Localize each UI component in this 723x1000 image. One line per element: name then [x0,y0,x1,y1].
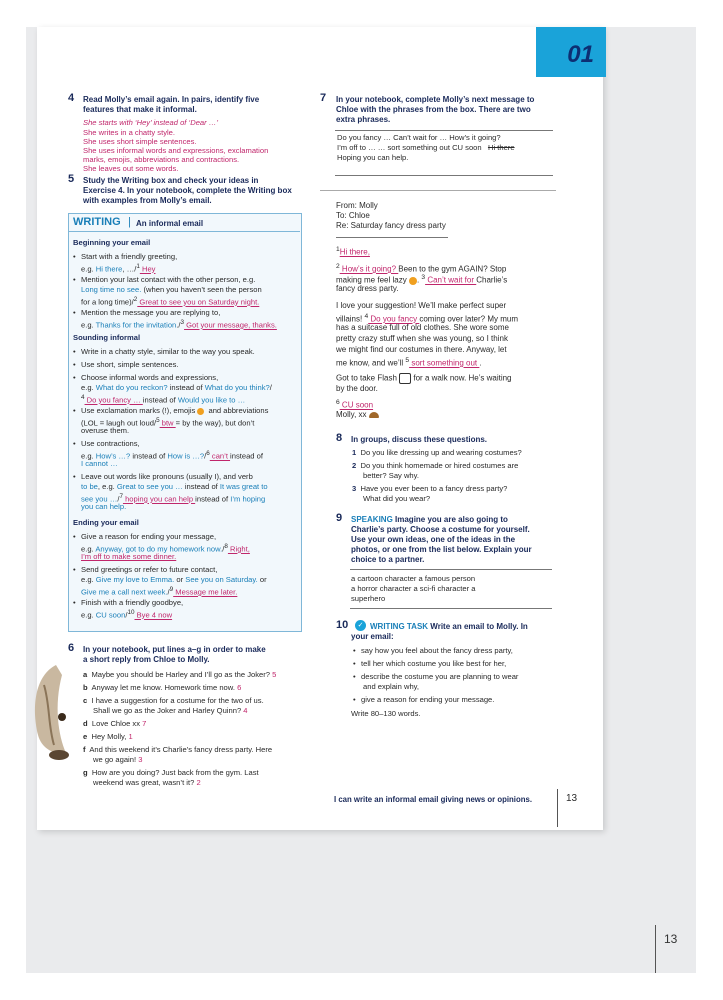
ex6-item-f-cont: we go again! 3 [93,755,143,764]
writing-box-subtitle: An informal email [136,219,204,228]
phrase-box-line-1: Do you fancy … Can’t wait for … How’s it going? [337,133,501,142]
wb-line: • Use exclamation marks (!), emojis and abbreviations [73,406,269,415]
ex9-number: 9 [336,512,343,524]
writing-box-separator: | [128,216,131,228]
email-line: villains! $^4$ Do you fancy coming over later? My mum [336,313,519,324]
ex8-q3: 3 Have you ever been to a fancy dress party? [352,484,508,493]
ex10-bullet: • describe the costume you are planning to wear [353,672,519,681]
wb-line: • Use short, simple sentences. [73,360,179,369]
wb-line: • Mention your last contact with the other person, e.g. [73,275,256,284]
ex10-word-count: Write 80–130 words. [351,709,421,718]
ex8-q3-cont: What did you wear? [363,494,431,503]
ex4-answer-5: marks, emojis, abbreviations and contractions. [83,155,240,164]
ex10-bullet-cont: and explain why, [363,682,420,691]
ex4-answer-4: She uses informal words and expressions, exclamation [83,146,269,155]
email-signature: Molly, xx [336,410,379,420]
ex9-box-top [350,569,552,570]
ex8-title: In groups, discuss these questions. [351,435,488,444]
ex9-title-1: SPEAKING Imagine you are also going to [351,515,508,524]
emoji-icon [409,277,417,285]
wb-line: • Use contractions, [73,439,140,448]
outer-page-divider [655,925,656,973]
ex4-answer-3: She uses short simple sentences. [83,137,197,146]
ex10-bullet: • say how you feel about the fancy dress party, [353,646,513,655]
wb-line: Give me a call next week./$^9$ Message me later. [81,586,238,597]
ex9-options-3: superhero [351,594,386,603]
ex6-item-a: a Maybe you should be Harley and I’ll go as the Joker? 5 [83,670,277,679]
email-line: has a suitcase full of old clothes. She wore some [336,323,509,332]
ex5-title-1: Study the Writing box and check your ideas in [83,176,259,185]
wb-heading-ending: Ending your email [73,518,139,527]
ex9-title-3: Use your own ideas, one of the ideas in the [351,535,516,544]
wb-line: to be, e.g. Great to see you … instead of It was great to [81,482,268,491]
ex7-title-2: Chloe with the phrases from the box. There are two [336,105,531,114]
ex6-number: 6 [68,642,75,654]
writing-box-title: WRITING [73,216,121,228]
wb-line: • Send greetings or refer to future contact, [73,565,218,574]
wb-line: • Finish with a friendly goodbye, [73,598,184,607]
page-number: 13 [566,793,578,804]
ex9-title-4: photos, or one from the list below. Explain your [351,545,532,554]
ex4-answer-6: She leaves out some words. [83,164,179,173]
dog-icon [399,373,411,384]
wb-line: for a long time)/$^2$ Great to see you on Saturday night. [81,296,260,307]
ex5-title-3: with examples from Molly’s email. [83,196,212,205]
ex4-title-1: Read Molly’s email again. In pairs, identify five [83,95,260,104]
wb-line: Long time no see. (when you haven’t seen the person [81,285,262,294]
email-from: From: Molly [336,201,378,210]
ex9-options-1: a cartoon character a famous person [351,574,476,583]
phrase-box-line-3: Hoping you can help. [337,153,409,162]
unit-number: 01 [567,41,594,68]
ex6-item-c: c I have a suggestion for a costume for the two of us. [83,696,264,705]
ex6-item-f: f And this weekend it’s Charlie’s fancy dress party. Here [83,745,273,754]
footer-divider [557,789,558,827]
email-to: To: Chloe [336,211,370,220]
ex6-item-g: g How are you doing? Just back from the gym. Last [83,768,259,777]
ex6-item-d: d Love Chloe xx 7 [83,719,147,728]
email-line: $^6$ CU soon [336,399,374,410]
ex9-title-5: choice to a partner. [351,555,425,564]
phrase-box-line-2: I’m off to … … sort something out CU soon Hi there [337,143,515,152]
ex5-number: 5 [68,173,75,185]
email-line: me know, and we’ll $^5$ sort something out . [336,357,482,368]
wb-line: • Give a reason for ending your message, [73,532,217,541]
hat-illustration [26,655,71,765]
ex10-bullet: • give a reason for ending your message. [353,695,495,704]
ex6-title-1: In your notebook, put lines a–g in order to make [83,645,266,654]
wb-line: I’m off to make some dinner. [81,552,177,561]
ex5-title-2: Exercise 4. In your notebook, complete the Writing box [83,186,292,195]
ex7-number: 7 [320,92,327,104]
wb-line: $^4$ Do you fancy … instead of Would you like to … [81,394,246,405]
ex10-number: 10 [336,619,349,631]
wb-line: overuse them. [81,426,130,435]
emoji-icon [197,408,204,415]
writing-task-icon: ✓ [355,620,366,631]
wb-line: • Mention the message you are replying to, [73,308,221,317]
ex6-item-e: e Hey Molly, 1 [83,732,133,741]
ex9-options-2: a horror character a sci-fi character a [351,584,476,593]
email-line: making me feel lazy . $^3$ Can’t wait for Charlie’s [336,274,508,285]
wb-line: e.g. Hi there, …/$^1$ Hey [81,263,156,274]
ex10-title-2: your email: [351,632,394,641]
ex7-title-3: extra phrases. [336,115,391,124]
email-header-rule [336,237,448,238]
email-line: by the door. [336,384,378,393]
email-line: we might find our costumes in there. Anyway, let [336,345,507,354]
ex6-item-b: b Anyway let me know. Homework time now. 6 [83,683,242,692]
ex9-box-bottom [350,608,552,609]
ex8-q2: 2 Do you think homemade or hired costumes are [352,461,519,470]
email-line: $^2$ How’s it going? Been to the gym AGAIN? Stop [336,263,507,274]
wb-line: (LOL = laugh out loud/$^5$ btw = by the way), but don’t [81,417,255,428]
wb-line: • Choose informal words and expressions, [73,373,219,382]
ex10-bullet: • tell her which costume you like best for her, [353,659,507,668]
wb-line: • Write in a chatty style, similar to the way you speak. [73,347,255,356]
wb-line: you can help. [81,502,127,511]
wb-line: e.g. Anyway, got to do my homework now./$^8$ Right, [81,543,250,554]
outer-page-number: 13 [664,932,678,946]
ex10-title-1: WRITING TASK Write an email to Molly. In [370,622,528,631]
wb-line: e.g. How’s …? instead of How is …?/$^6$ can’t instead of [81,450,263,461]
ex4-title-2: features that make it informal. [83,105,197,114]
ex8-number: 8 [336,432,343,444]
ex6-item-g-cont: weekend was great, wasn’t it? 2 [93,778,201,787]
wb-line: e.g. Thanks for the invitation./$^3$ Got your message, thanks. [81,319,277,330]
ex4-answer-1: She starts with ‘Hey’ instead of ‘Dear …’ [83,118,219,127]
wb-line: see you …/$^7$ hoping you can help instead of I’m hoping [81,493,266,504]
email-subject: Re: Saturday fancy dress party [336,221,446,230]
ex6-item-c-cont: Shall we go as the Joker and Harley Quinn? 4 [93,706,248,715]
wb-line: • Leave out words like pronouns (usually I), and verb [73,472,253,481]
hat-icon [369,412,379,418]
email-line: pretty crazy stuff when she was young, so I think [336,334,508,343]
wb-line: e.g. What do you reckon? instead of What do you think?/ [81,383,272,392]
ex7-title-1: In your notebook, complete Molly’s next message to [336,95,535,104]
email-line: I love your suggestion! We’ll make perfect super [336,301,507,310]
wb-line: • Start with a friendly greeting, [73,252,178,261]
ex8-q2-cont: better? Say why. [363,471,419,480]
email-line: $^1$Hi there, [336,246,370,257]
ex4-number: 4 [68,92,75,104]
ex8-q1: 1 Do you like dressing up and wearing costumes? [352,448,522,457]
can-do-statement: I can write an informal email giving news or opinions. [334,795,532,804]
wb-line: I cannot … [81,459,118,468]
email-line: Got to take Flash for a walk now. He’s waiting [336,373,512,383]
email-line: fancy dress party. [336,284,399,293]
email-top-rule [320,190,556,191]
ex6-title-2: a short reply from Chloe to Molly. [83,655,210,664]
wb-heading-sounding: Sounding informal [73,333,141,342]
wb-line: e.g. CU soon/$^{10}$ Bye 4 now [81,609,173,620]
wb-line: e.g. Give my love to Emma. or See you on Saturday. or [81,575,267,584]
wb-heading-beginning: Beginning your email [73,238,151,247]
unit-badge [536,27,606,77]
ex9-title-2: Charlie’s party. Choose a costume for yourself. [351,525,530,534]
ex4-answer-2: She writes in a chatty style. [83,128,176,137]
